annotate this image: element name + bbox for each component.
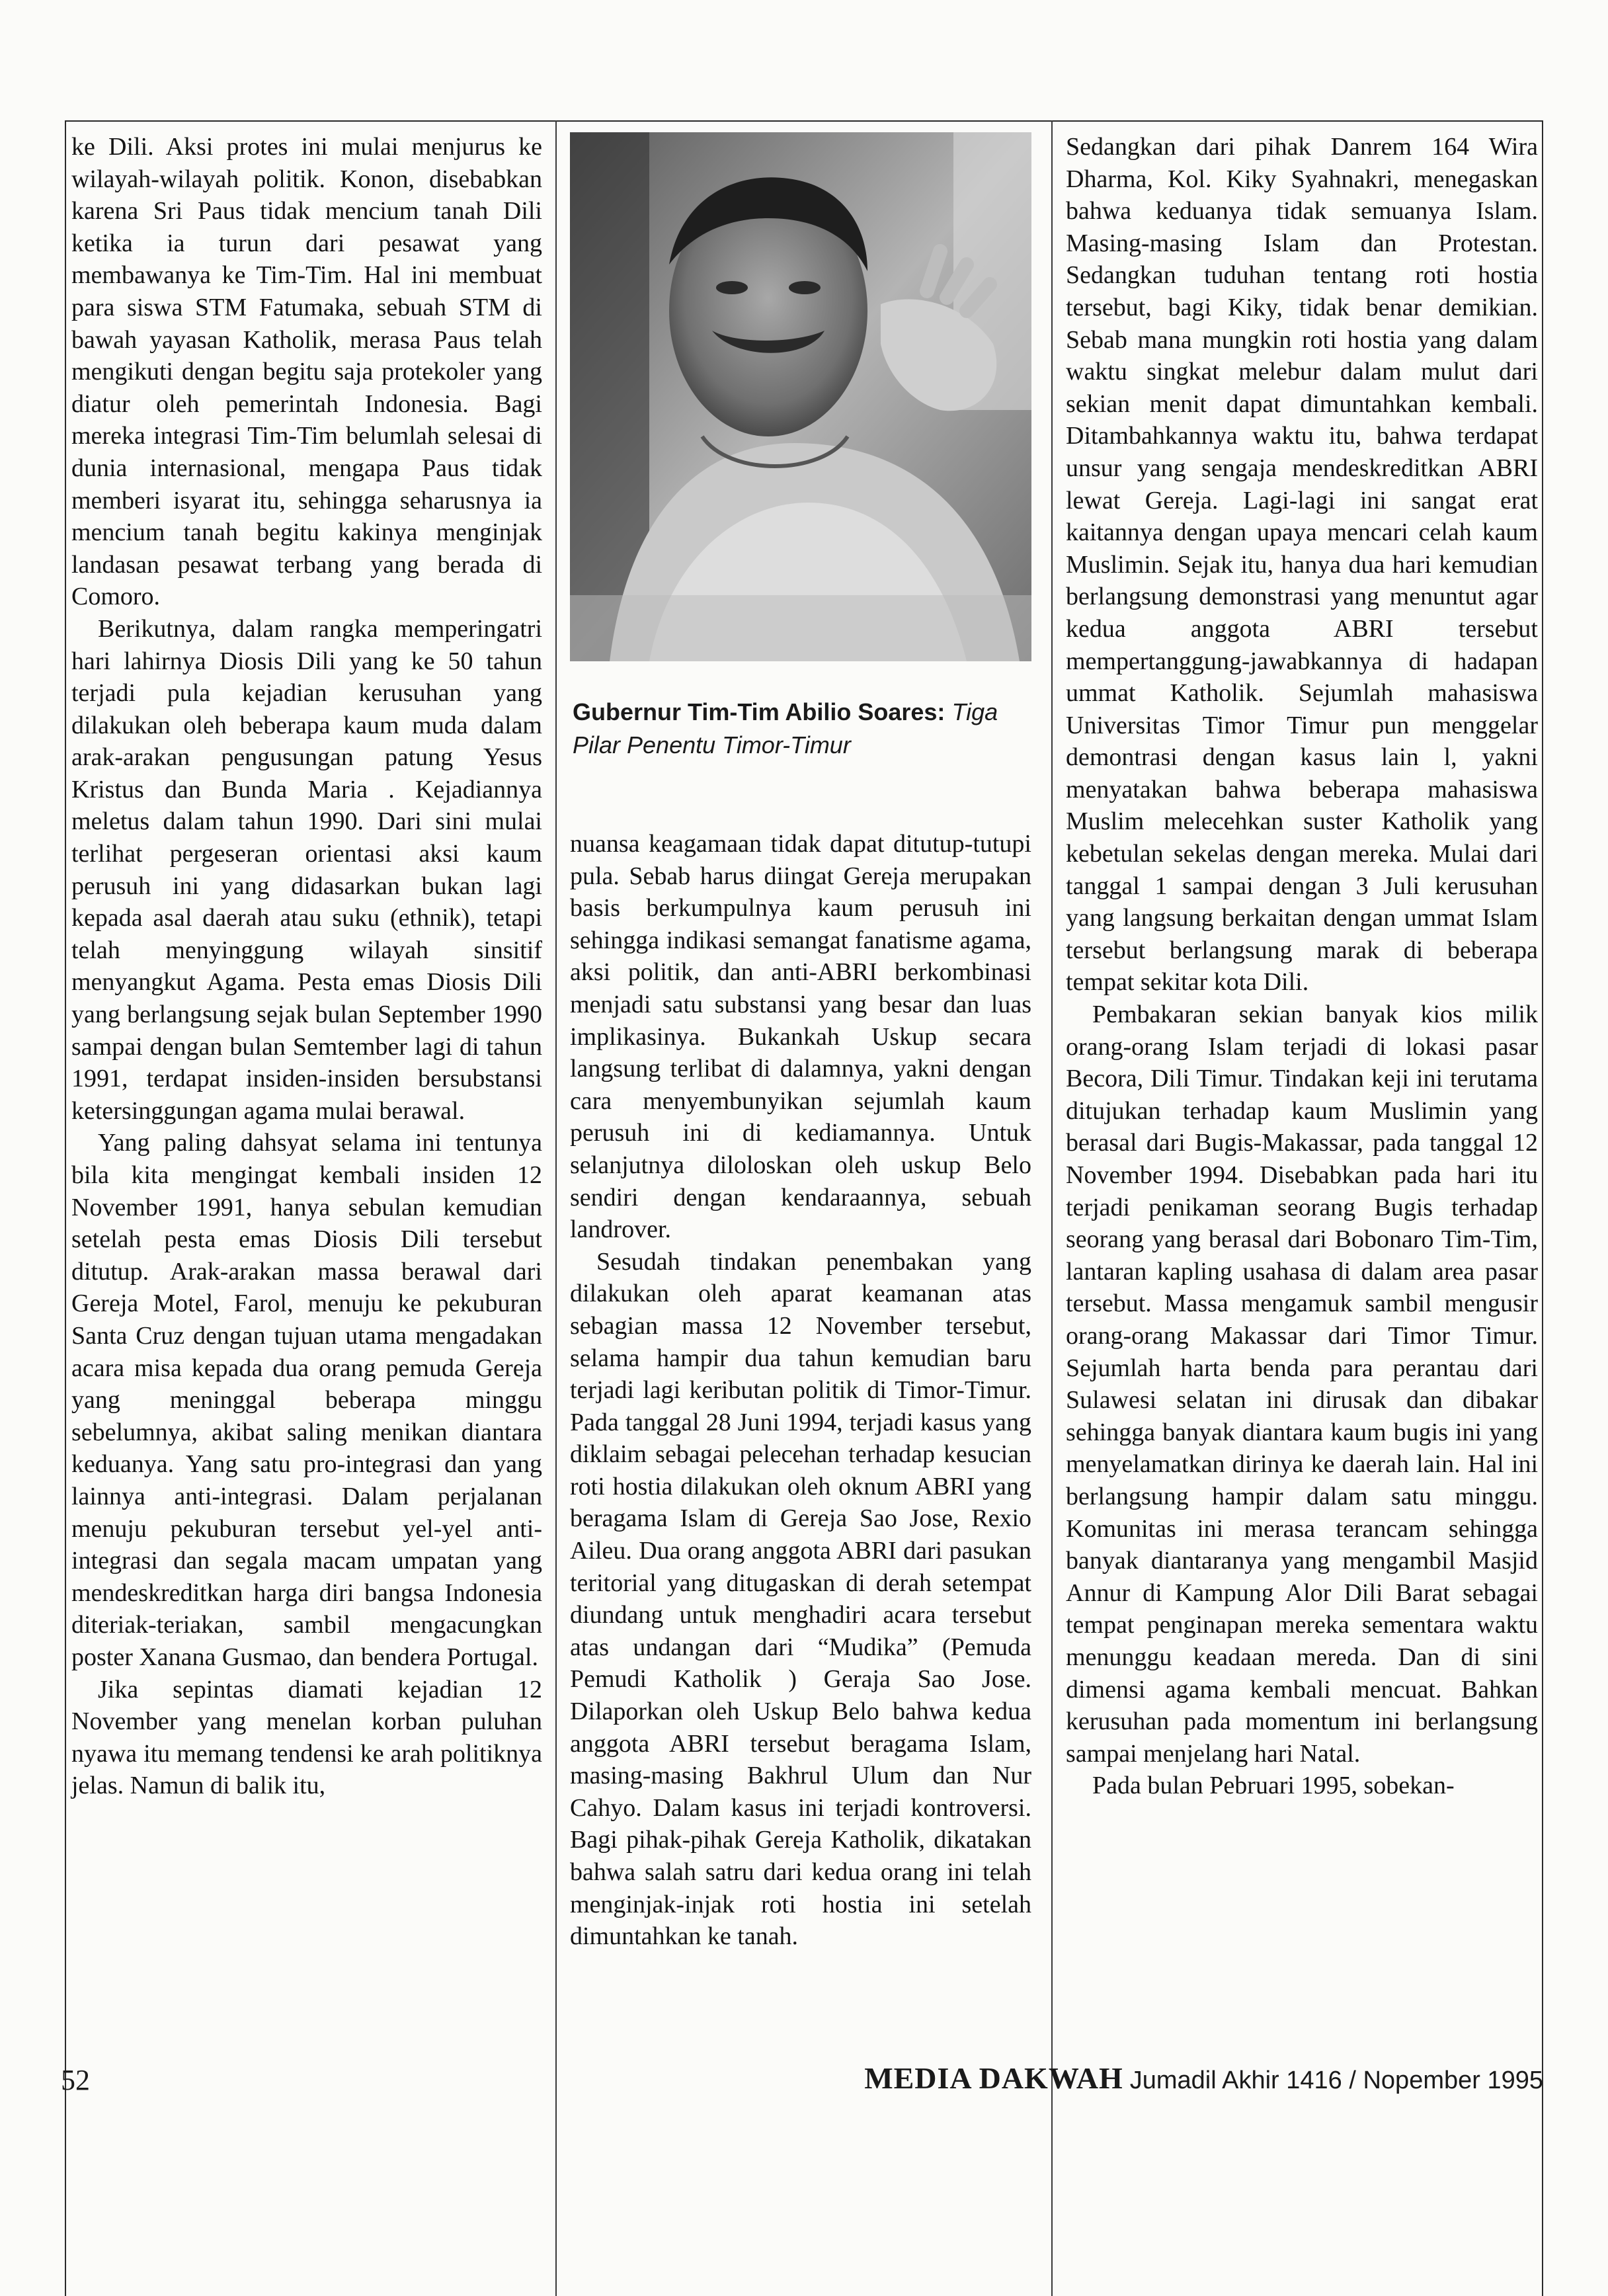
issue-date: Jumadil Akhir 1416 / Nopember 1995 [1129,2067,1543,2094]
paragraph: Pada bulan Pebruari 1995, sobekan- [1092,1772,1455,1800]
article-column-right [1066,131,1538,1802]
portrait-image [570,132,1031,661]
magazine-footer [864,2061,1543,2096]
paragraph: Sesudah tindakan penembakan yang dilakukan oleh aparat keamanan atas sebagian massa 12 November tersebut, selama hampir dua tahun kemudian baru terjadi lagi keributan politik di Timor-Timur. Pada tanggal 28 Juni 1994, terjadi kasus yang diklaim sebagai pelecehan terhadap kesucian roti hostia dilakukan oleh oknum ABRI yang beragama Islam di Gereja Sao Jose, Rexio Aileu. Dua orang anggota ABRI dari pasukan teritorial yang ditugaskan di derah setempat diundang untuk menghadiri acara tersebut atas undangan dari “Mudika” (Pemuda Pemudi Katholik ) Geraja Sao Jose. Dilaporkan oleh Uskup Belo bahwa kedua anggota ABRI tersebut beragama Islam, masing-masing Bakhrul Ulum dan Nur Cahyo. Dalam kasus ini terjadi kontroversi. Bagi pihak-pihak Gereja Katholik, dikatakan bahwa salah satru dari kedua orang ini telah menginjak-injak roti hostia ini setelah dimuntahkan ke tanah. [570,1247,1031,1951]
paragraph: Jika sepintas diamati kejadian 12 November yang menelan korban puluhan nyawa itu memang tendensi ke arah politiknya jelas. Namun di balik itu, [71,1675,542,1800]
caption-subtitle: Tiga Pilar Penentu Timor-Timur [573,698,998,758]
magazine-name: MEDIA DAKWAH [864,2061,1123,2095]
paragraph: Yang paling dahsyat selama ini tentunya bila kita mengingat kembali insiden 12 November 1991, hanya sebulan kemudian setelah pesta emas Diosis Dili tersebut ditutup. Arak-arakan massa berawal dari Gereja Motel, Farol, menuju ke pekuburan Santa Cruz dengan tujuan utama mengadakan acara misa kepada dua orang pemuda Gereja yang meninggal beberapa minggu sebelumnya, akibat saling menikan diantara keduanya. Yang satu pro-integrasi dan yang lainnya anti-integrasi. Dalam perjalanan menuju pekuburan tersebut yel-yel anti-integrasi dan segala macam umpatan yang mendeskreditkan harga diri bangsa Indonesia diteriak-teriakan, sambil mengacungkan poster Xanana Gusmao, dan bendera Portugal. [71,1129,542,1671]
column-rule [555,120,557,2296]
paragraph: ke Dili. Aksi protes ini mulai menjurus ke wilayah-wilayah politik. Konon, disebabkan karena Sri Paus tidak mencium tanah Dili ketika ia turun dari pesawat yang membawanya ke Tim-Tim. Hal ini membuat para siswa STM Fatumaka, sebuah STM di bawah yayasan Katholik, merasa Paus telah mengikuti dengan begitu saja protekoler yang diatur oleh pemerintah Indonesia. Bagi mereka integrasi Tim-Tim belumlah selesai di dunia internasional, mengapa Paus tidak memberi isyarat itu, sehingga seharusnya ia mencium tanah begitu kakinya menginjak landasan pesawat terbang yang berada di Comoro. [71,133,542,611]
paragraph: nuansa keagamaan tidak dapat ditutup-tutupi pula. Sebab harus diingat Gereja merupakan basis berkumpulnya kaum perusuh ini sehingga indikasi semangat fanatisme agama, aksi politik, dan anti-ABRI berkombinasi menjadi satu substansi yang besar dan luas implikasinya. Bukankah Uskup secara langsung terlibat di dalamnya, yakni dengan cara menyembunyikan sejumlah kaum perusuh ini di kediamannya. Untuk selanjutnya diloloskan oleh uskup Belo sendiri dengan kendaraannya, sebuah landrover. [570,830,1031,1244]
governor-photo [570,132,1031,661]
column-rule [1051,120,1053,2296]
article-column-middle [570,828,1031,1953]
paragraph: Pembakaran sekian banyak kios milik orang-orang Islam terjadi di lokasi pasar Becora, Dili Timur. Tindakan keji ini terutama ditujukan terhadap kaum Muslimin yang berasal dari Bugis-Makassar, pada tanggal 12 November 1994. Disebabkan pada hari itu terjadi penikaman seorang Bugis terhadap seorang yang berasal dari Bobonaro Tim-Tim, lantaran kapling usahasa di dalam area pasar tersebut. Massa mengamuk sambil mengusir orang-orang Makassar dari Timor Timur. Sejumlah harta benda para perantau dari Sulawesi selatan ini dirusak dan dibakar sehingga banyak diantara kaum bugis ini yang menyelamatkan dirinya ke daerah lain. Hal ini berlangsung hampir dalam satu minggu. Komunitas ini merasa terancam sehingga banyak diantaranya yang mengambil Masjid Annur di Kampung Alor Dili Barat sebagai tempat penginapan mereka sementara waktu menunggu keadaan mereda. Dan di sini dimensi agama kembali mencuat. Bahkan kerusuhan pada momentum ini berlangsung sampai menjelang hari Natal. [1066,1001,1538,1768]
caption-title: Gubernur Tim-Tim Abilio Soares: [573,698,945,725]
photo-caption [573,696,1029,762]
article-column-left [71,131,542,1802]
paragraph: Sedangkan dari pihak Danrem 164 Wira Dharma, Kol. Kiky Syahnakri, menegaskan bahwa keduanya tidak semuanya Islam. Masing-masing Islam dan Protestan. Sedangkan tuduhan tentang roti hostia tersebut, bagi Kiky, tidak benar demikian. Sebab mana mungkin roti hostia yang dalam waktu singkat melebur dalam mulut dari sekian menit dapat dimuntahkan kembali. Ditambahkannya waktu itu, bahwa terdapat unsur yang sengaja mendeskreditkan ABRI lewat Gereja. Lagi-lagi ini sangat erat kaitannya dengan upaya mencari celah kaum Muslimin. Sejak itu, hanya dua hari kemudian berlangsung demonstrasi yang menuntut agar kedua anggota ABRI tersebut mempertanggung-jawabkannya di hadapan ummat Katholik. Sejumlah mahasiswa Universitas Timor Timur pun menggelar demontrasi dengan kasus lain l, yakni menyatakan bahwa beberapa mahasiswa Muslim melecehkan suster Katholik yang kebetulan sekelas dengan mereka. Mulai dari tanggal 1 sampai dengan 3 Juli kerusuhan yang langsung berkaitan dengan ummat Islam tersebut berlangsung marak di beberapa tempat sekitar kota Dili. [1066,133,1538,997]
page-number: 52 [61,2064,90,2096]
paragraph: Berikutnya, dalam rangka memperingatri hari lahirnya Diosis Dili yang ke 50 tahun terjadi pula kejadian kerusuhan yang dilakukan oleh beberapa kaum muda dalam arak-arakan pengusungan patung Yesus Kristus dan Bunda Maria . Kejadiannya meletus dalam tahun 1990. Dari sini mulai terlihat pergeseran orientasi aksi kaum perusuh ini yang didasarkan bukan lagi kepada asal daerah atau suku (ethnik), tetapi telah menyinggung wilayah sinsitif menyangkut Agama. Pesta emas Diosis Dili yang berlangsung sejak bulan September 1990 sampai dengan bulan Semtember lagi di tahun 1991, terdapat insiden-insiden bersubstansi ketersinggungan agama mulai berawal. [71,614,542,1125]
